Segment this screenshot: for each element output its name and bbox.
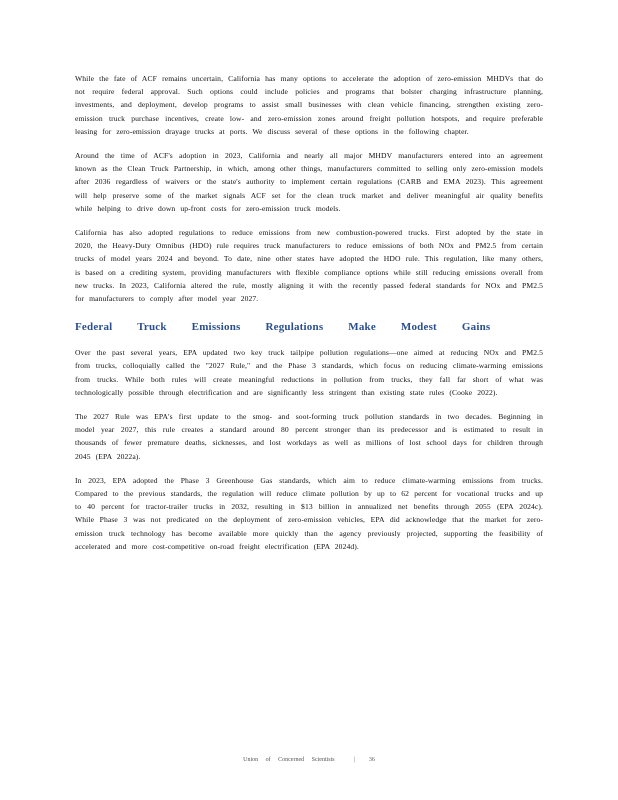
footer-page-number: 36 (368, 757, 375, 763)
footer-separator: | (354, 757, 356, 763)
paragraph-acf-options: While the fate of ACF remains uncertain, California has many options to accelerate the adoption of zero-emission MHDVs that do not require federal approval. Such options could include policies and programs that bolster charging infrastructure planning, investments, and deployment, develop programs to assist small businesses with clean vehicle financing, strengthen existing zero-emission truck purchase incentives, create low- and zero-emission zones around freight pollution hotspots, and require preferable leasing for zero-emission drayage trucks at ports. We discuss several of these options in the following chapter. (75, 74, 543, 136)
paragraph-clean-truck-partnership: Around the time of ACF's adoption in 2023, California and nearly all major MHDV manufacturers entered into an agreement known as the Clean Truck Partnership, in which, among other things, manufacturers committed to selling only zero-emission models after 2036 regardless of waivers or the state's authority to implement certain regulations (CARB and EMA 2023). This agreement will help preserve some of the market signals ACF set for the clean truck market and deliver meaningful air quality benefits while helping to drive down up-front costs for zero-emission truck models. (75, 151, 543, 213)
paragraph-epa-regulations: Over the past several years, EPA updated two key truck tailpipe pollution regulations—one aimed at reducing NOx and PM2.5 from trucks, colloquially called the "2027 Rule," and the Phase 3 standards, which focus on reducing climate-warming emissions from trucks. While both rules will create meaningful reductions in pollution from trucks, they fall far short of what was technologically possible through electrification and are significantly less stringent than existing state rules (Cooke 2022). (75, 348, 543, 397)
paragraph-2027-rule: The 2027 Rule was EPA's first update to the smog- and soot-forming truck pollution standards in two decades. Beginning in model year 2027, this rule creates a standard around 80 percent stronger than its predecessor and is estimated to result in thousands of fewer premature deaths, sicknesses, and lost workdays as well as millions of lost school days for children through 2045 (EPA 2022a). (75, 412, 543, 461)
footer-organization: Union of Concerned Scientists (243, 757, 335, 763)
paragraph-phase-3: In 2023, EPA adopted the Phase 3 Greenhouse Gas standards, which aim to reduce climate-warming emissions from trucks. Compared to the previous standards, the regulation will reduce climate pollution by up to 62 percent for vocational trucks and up to 40 percent for tractor-trailer trucks in 2032, resulting in $13 billion in annualized net benefits through 2055 (EPA 2024c). While Phase 3 was not predicated on the deployment of zero-emission vehicles, EPA did acknowledge that the market for zero-emission truck technology has become available more quickly than the agency previously projected, supporting the feasibility of accelerated and more cost-competitive on-road freight electrification (EPA 2024d). (75, 475, 543, 551)
page-footer (0, 757, 618, 763)
page-body (75, 72, 543, 564)
section-heading: Federal Truck Emissions Regulations Make Modest Gains (75, 321, 491, 334)
paragraph-heavy-duty-omnibus: California has also adopted regulations to reduce emissions from new combustion-powered trucks. First adopted by the state in 2020, the Heavy-Duty Omnibus (HDO) rule requires truck manufacturers to reduce emissions of both NOx and PM2.5 from certain trucks of model years 2024 and beyond. To date, nine other states have adopted the HDO rule. This regulation, like many others, is based on a crediting system, providing manufacturers with flexible compliance options while still reducing emissions overall from new trucks. In 2023, California altered the rule, mostly aligning it with the recently passed federal standards for NOx and PM2.5 for manufacturers to comply after model year 2027. (75, 228, 543, 304)
